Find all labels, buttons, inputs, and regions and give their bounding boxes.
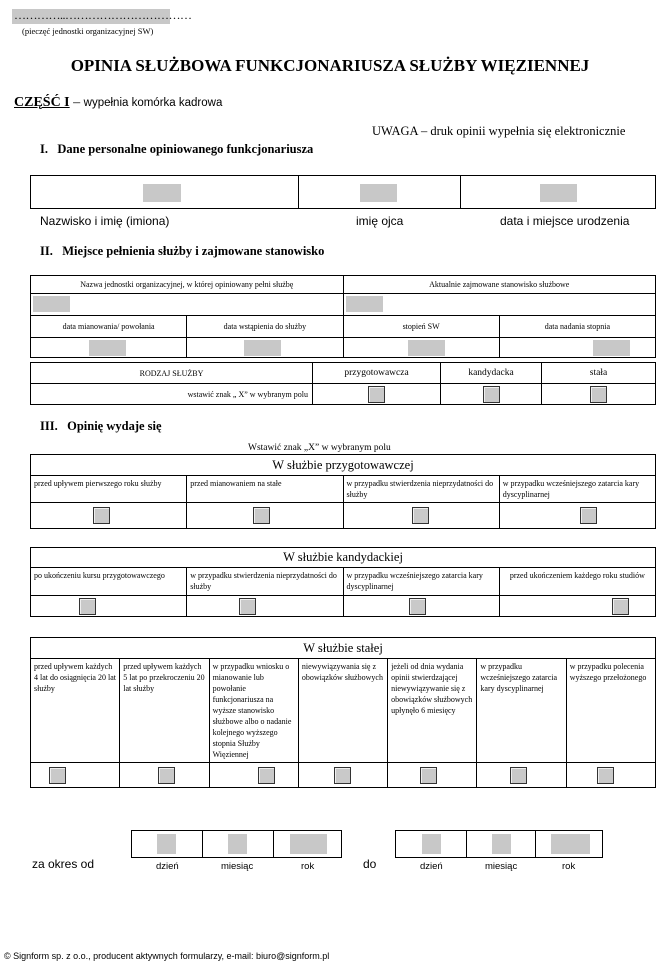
service-type-label: RODZAJ SŁUŻBY — [31, 363, 313, 384]
perm-option-5-cell — [388, 763, 477, 788]
cand-option-3-cell — [343, 596, 499, 617]
perm-service-table — [30, 637, 656, 788]
prep-option-2-cell — [187, 503, 343, 529]
entry-input[interactable] — [244, 340, 281, 356]
period-from-label: za okres od — [32, 857, 95, 871]
perm-option-5-checkbox[interactable] — [420, 767, 437, 784]
prep-option-4-cell — [499, 503, 655, 529]
cand-option-1-checkbox[interactable] — [79, 598, 96, 615]
cand-service-title: W służbie kandydackiej — [31, 548, 656, 568]
name-input[interactable] — [143, 184, 181, 202]
service-type-prep-cell — [313, 384, 441, 405]
entry-label: data wstąpienia do służby — [187, 316, 343, 338]
rank-cell[interactable] — [343, 338, 499, 358]
service-type-cand-checkbox[interactable] — [483, 386, 500, 403]
perm-option-5-label: jeżeli od dnia wydania opinii stwierdzającej niewywiązywanie się z obowiązków służbowych upłynęło 6 miesięcy — [388, 659, 477, 763]
perm-option-4-checkbox[interactable] — [334, 767, 351, 784]
birth-cell[interactable] — [461, 176, 656, 209]
cand-option-3-checkbox[interactable] — [409, 598, 426, 615]
father-name-label: imię ojca — [356, 214, 404, 228]
cand-service-table — [30, 547, 656, 617]
perm-option-4-cell — [298, 763, 387, 788]
from-month-input[interactable] — [228, 834, 247, 854]
stamp-caption: (pieczęć jednostki organizacyjnej SW) — [22, 26, 154, 36]
unit-cell[interactable] — [31, 294, 344, 316]
father-name-input[interactable] — [360, 184, 397, 202]
position-input[interactable] — [346, 296, 383, 312]
prep-option-1-checkbox[interactable] — [93, 507, 110, 524]
period-from-table — [131, 830, 342, 858]
perm-option-3-label: w przypadku wniosku o mianowanie lub powołanie funkcjonariusza na wyższe stanowisko służbowe albo o nadanie kolejnego wyższego stopnia Służby Więziennej — [209, 659, 298, 763]
unit-input[interactable] — [33, 296, 70, 312]
service-type-perm-cell — [542, 384, 656, 405]
mark-instruction: wstawić znak „ X” w wybranym polu — [31, 384, 313, 405]
page-title: OPINIA SŁUŻBOWA FUNKCJONARIUSZA SŁUŻBY WIĘZIENNEJ — [70, 56, 590, 75]
perm-option-2-cell — [120, 763, 209, 788]
prep-option-2-label: przed mianowaniem na stałe — [187, 476, 343, 503]
from-month-cell[interactable] — [203, 831, 274, 858]
service-type-cand-cell — [441, 384, 542, 405]
perm-option-6-label: w przypadku wcześniejszego zatarcia kary dyscyplinarnej — [477, 659, 566, 763]
cand-option-1-cell — [31, 596, 187, 617]
prep-option-1-cell — [31, 503, 187, 529]
name-label: Nazwisko i imię (imiona) — [40, 214, 170, 228]
part-desc: wypełnia komórka kadrowa — [83, 97, 223, 109]
appointment-input[interactable] — [89, 340, 126, 356]
cand-option-2-checkbox[interactable] — [239, 598, 256, 615]
unit-label: Nazwa jednostki organizacyjnej, w której opiniowany pełni służbę — [31, 276, 344, 294]
prep-service-table — [30, 454, 656, 529]
prep-option-1-label: przed upływem pierwszego roku służby — [31, 476, 187, 503]
service-type-perm-checkbox[interactable] — [590, 386, 607, 403]
period-to-label: do — [363, 857, 377, 871]
perm-option-7-cell — [566, 763, 655, 788]
personal-data-table — [30, 175, 656, 209]
section1-heading: I. Dane personalne opiniowanego funkcjonariusza — [40, 142, 314, 156]
prep-option-4-checkbox[interactable] — [580, 507, 597, 524]
service-type-perm: stała — [542, 363, 656, 384]
to-day-label: dzień — [420, 861, 443, 872]
electronic-note: UWAGA – druk opinii wypełnia się elektronicznie — [372, 124, 626, 138]
service-type-prep: przygotowawcza — [313, 363, 441, 384]
prep-option-4-label: w przypadku wcześniejszego zatarcia kary dyscyplinarnej — [499, 476, 655, 503]
position-cell[interactable] — [343, 294, 656, 316]
perm-option-4-label: niewywiązywania się z obowiązków służbowych — [298, 659, 387, 763]
appointment-cell[interactable] — [31, 338, 187, 358]
prep-option-3-label: w przypadku stwierdzenia nieprzydatności do służby — [343, 476, 499, 503]
cand-option-4-checkbox[interactable] — [612, 598, 629, 615]
service-type-cand: kandydacka — [441, 363, 542, 384]
position-label: Aktualnie zajmowane stanowisko służbowe — [343, 276, 656, 294]
from-year-label: rok — [301, 861, 315, 872]
rank-date-label: data nadania stopnia — [499, 316, 655, 338]
section3-heading: III. Opinię wydaje się — [40, 419, 162, 433]
prep-option-3-cell — [343, 503, 499, 529]
appointment-label: data mianowania/ powołania — [31, 316, 187, 338]
from-day-input[interactable] — [157, 834, 176, 854]
to-month-input[interactable] — [492, 834, 511, 854]
rank-label: stopień SW — [343, 316, 499, 338]
prep-service-title: W służbie przygotowawczej — [31, 455, 656, 476]
perm-option-7-checkbox[interactable] — [597, 767, 614, 784]
perm-option-7-label: w przypadku polecenia wyższego przełożonego — [566, 659, 655, 763]
from-year-cell[interactable] — [274, 831, 342, 858]
cand-option-3-label: w przypadku wcześniejszego zatarcia kary dyscyplinarnej — [343, 568, 499, 596]
to-year-cell[interactable] — [536, 831, 603, 858]
perm-option-1-label: przed upływem każdych 4 lat do osiągnięcia 20 lat służby — [31, 659, 120, 763]
service-type-table — [30, 362, 656, 405]
rank-date-cell[interactable] — [499, 338, 655, 358]
section2-heading: II. Miejsce pełnienia służby i zajmowane stanowisko — [40, 244, 325, 258]
perm-option-3-cell — [209, 763, 298, 788]
cand-option-4-cell — [499, 596, 655, 617]
period-to-table — [395, 830, 603, 858]
part-heading — [14, 95, 222, 111]
father-name-cell[interactable] — [299, 176, 461, 209]
name-cell[interactable] — [31, 176, 299, 209]
rank-input[interactable] — [408, 340, 445, 356]
perm-option-2-label: przed upływem każdych 5 lat po przekroczeniu 20 lat służby — [120, 659, 209, 763]
prep-option-3-checkbox[interactable] — [412, 507, 429, 524]
from-day-cell[interactable] — [132, 831, 203, 858]
footer-copyright: © Signform sp. z o.o., producent aktywnych formularzy, e-mail: biuro@signform.pl — [4, 951, 330, 961]
cand-option-1-label: po ukończeniu kursu przygotowawczego — [31, 568, 187, 596]
to-year-label: rok — [562, 861, 576, 872]
service-place-table — [30, 275, 656, 358]
cand-option-2-label: w przypadku stwierdzenia nieprzydatności do służby — [187, 568, 343, 596]
from-month-label: miesiąc — [221, 861, 254, 872]
birth-input[interactable] — [540, 184, 577, 202]
perm-option-3-checkbox[interactable] — [258, 767, 275, 784]
perm-option-6-cell — [477, 763, 566, 788]
perm-option-1-checkbox[interactable] — [49, 767, 66, 784]
cand-option-2-cell — [187, 596, 343, 617]
entry-cell[interactable] — [187, 338, 343, 358]
perm-service-title: W służbie stałej — [31, 638, 656, 659]
from-year-input[interactable] — [290, 834, 327, 854]
to-day-cell[interactable] — [396, 831, 467, 858]
perm-option-1-cell — [31, 763, 120, 788]
section3-instruction: Wstawić znak „X” w wybranym polu — [248, 443, 391, 453]
cand-option-4-label: przed ukończeniem każdego roku studiów — [499, 568, 655, 596]
prep-option-2-checkbox[interactable] — [253, 507, 270, 524]
service-type-prep-checkbox[interactable] — [368, 386, 385, 403]
rank-date-input[interactable] — [593, 340, 630, 356]
part-dash: – — [73, 95, 81, 110]
from-day-label: dzień — [156, 861, 179, 872]
perm-option-2-checkbox[interactable] — [158, 767, 175, 784]
stamp-dots: …………..…………………………… — [14, 8, 192, 22]
to-month-cell[interactable] — [467, 831, 536, 858]
part-label: CZĘŚĆ I — [14, 95, 70, 110]
perm-option-6-checkbox[interactable] — [510, 767, 527, 784]
to-year-input[interactable] — [551, 834, 590, 854]
birth-label: data i miejsce urodzenia — [500, 214, 630, 228]
to-day-input[interactable] — [422, 834, 441, 854]
to-month-label: miesiąc — [485, 861, 518, 872]
